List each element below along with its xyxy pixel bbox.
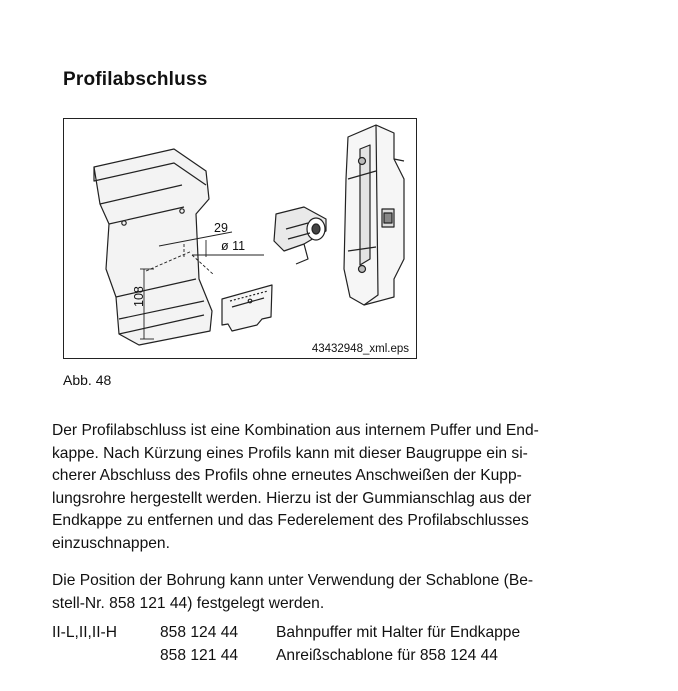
parts-number: 858 124 44 bbox=[160, 624, 239, 641]
page-title: Profilabschluss bbox=[63, 69, 208, 90]
parts-model bbox=[52, 645, 160, 668]
figure-technical-drawing bbox=[63, 118, 417, 359]
parts-model: II-L,II,II-H bbox=[52, 624, 117, 641]
figure-caption: Abb. 48 bbox=[63, 372, 112, 388]
dimension-diameter-11: ø 11 bbox=[221, 239, 246, 253]
paragraph-drill-position: Die Position der Bohrung kann unter Verwendung der Schablone (Be- stell-Nr. 858 121 44) festgelegt werden. bbox=[52, 572, 534, 612]
parts-description: Bahnpuffer mit Halter für Endkappe bbox=[276, 624, 521, 641]
dimension-29: 29 bbox=[214, 221, 228, 235]
parts-list bbox=[52, 622, 520, 667]
parts-row bbox=[52, 622, 520, 645]
parts-number: 858 121 44 bbox=[160, 646, 239, 664]
paragraph-description: Der Profilabschluss ist eine Kombination aus internem Puffer und End- kappe. Nach Kürzung eines Profils kann mit dieser Baugruppe ein si- cherer Abschluss des Profils ohne erneutes Anschweißen der Kupp- lungsrohre hergestellt werden. Hierzu ist der Gummianschlag aus der Endkappe zu entfernen und das Federelement des Profilabschlusses einzuschnappen. bbox=[52, 422, 539, 552]
parts-row bbox=[52, 645, 520, 668]
figure-file-label: 43432948_xml.eps bbox=[311, 343, 409, 355]
parts-description: Anreißschablone für 858 124 44 bbox=[276, 646, 498, 664]
dimension-108: 108 bbox=[132, 286, 146, 307]
